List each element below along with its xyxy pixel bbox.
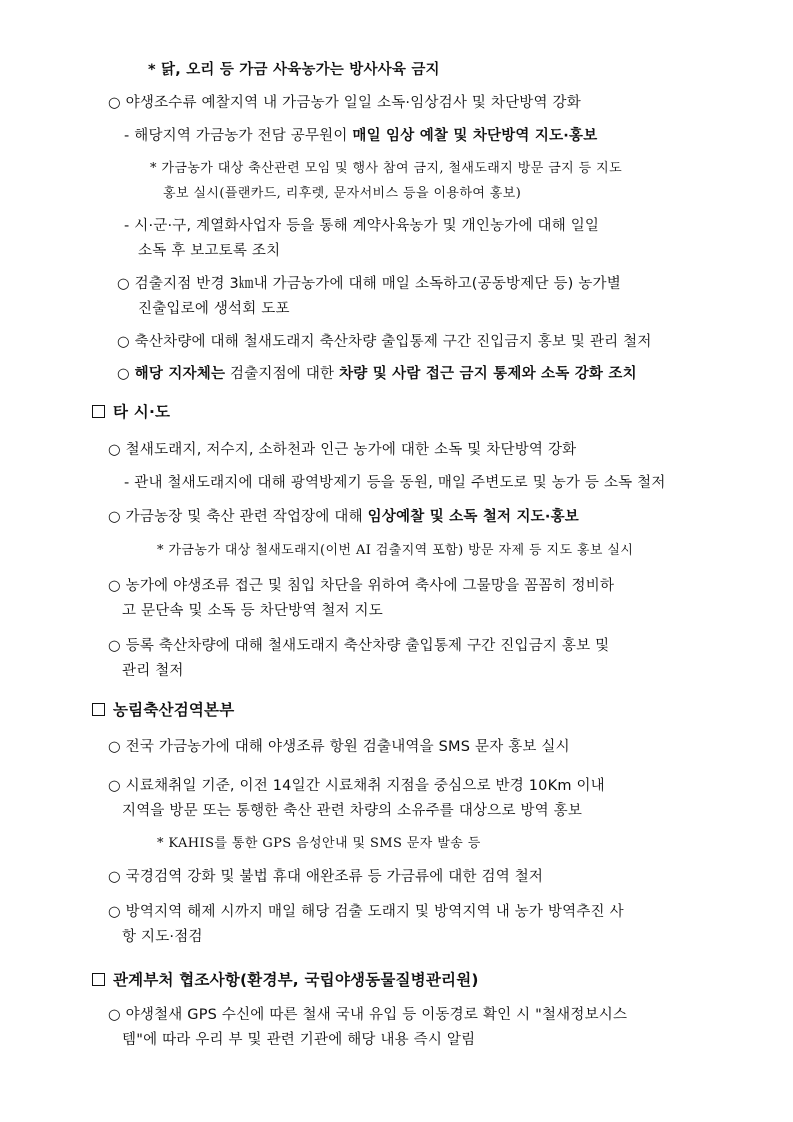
text-line <box>108 507 579 527</box>
text-run: * 닭, 오리 등 가금 사육농가는 방사사육 금지 <box>148 62 440 78</box>
text-run: ○ 축산차량에 대해 철새도래지 축산차량 출입통제 구간 진입금지 홍보 및 관리 철저 <box>117 334 652 350</box>
text-line <box>122 1030 475 1050</box>
text-line <box>124 126 597 146</box>
text-run: 타 시·도 <box>113 403 171 421</box>
text-line <box>108 1005 627 1025</box>
text-run: * KAHIS를 통한 GPS 음성안내 및 SMS 문자 발송 등 <box>157 836 481 851</box>
text-line <box>157 834 481 854</box>
checkbox-square-icon <box>92 703 105 716</box>
text-run: ○ 야생조수류 예찰지역 내 가금농가 일일 소독·임상검사 및 차단방역 강화 <box>108 95 581 111</box>
text-run: * 가금농가 대상 축산관련 모임 및 행사 참여 금지, 철새도래지 방문 금지 등 지도 <box>150 161 623 176</box>
section-heading <box>92 402 170 422</box>
text-run: 해당 지자체는 <box>134 366 226 382</box>
text-line <box>138 241 280 261</box>
text-line <box>157 541 633 561</box>
text-run: 검출지점에 대한 <box>225 366 340 382</box>
checkbox-square-icon <box>92 973 105 986</box>
text-line <box>108 576 614 596</box>
text-run: 항 지도·점검 <box>122 929 203 945</box>
text-run: ○ 등록 축산차량에 대해 철새도래지 축산차량 출입통제 구간 진입금지 홍보 및 <box>108 638 610 654</box>
text-run: ○ <box>117 366 135 382</box>
text-run: 홍보 실시(플랜카드, 리후렛, 문자서비스 등을 이용하여 홍보) <box>163 186 522 201</box>
text-run: ○ 철새도래지, 저수지, 소하천과 인근 농가에 대한 소독 및 차단방역 강화 <box>108 442 577 458</box>
text-line <box>150 159 622 179</box>
text-run: 관리 철저 <box>122 663 184 679</box>
text-run: ○ 시료채취일 기준, 이전 14일간 시료채취 지점을 중심으로 반경 10Km 이내 <box>108 778 605 794</box>
text-line <box>148 60 440 80</box>
text-run: 관계부처 협조사항(환경부, 국립야생동물질병관리원) <box>113 971 479 989</box>
text-line <box>124 473 666 493</box>
text-run: 소독 후 보고토록 조치 <box>138 243 281 259</box>
text-line <box>117 274 621 294</box>
text-line <box>163 184 521 204</box>
text-line <box>122 801 582 821</box>
text-run: 매일 임상 예찰 및 차단방역 지도·홍보 <box>352 128 598 144</box>
text-run: - 해당지역 가금농가 전담 공무원이 <box>124 128 353 144</box>
text-run: 진출입로에 생석회 도포 <box>138 301 290 317</box>
text-run: ○ 가금농장 및 축산 관련 작업장에 대해 <box>108 509 368 525</box>
text-run: 고 문단속 및 소독 등 차단방역 철저 지도 <box>122 603 383 619</box>
text-run: 차량 및 사람 접근 금지 통제와 소독 강화 조치 <box>339 366 637 382</box>
text-run: ○ 야생철새 GPS 수신에 따른 철새 국내 유입 등 이동경로 확인 시 "철새정보시스 <box>108 1007 628 1023</box>
text-run: ○ 방역지역 해제 시까지 매일 해당 검출 도래지 및 방역지역 내 농가 방역추진 사 <box>108 904 624 920</box>
text-line <box>108 776 605 796</box>
text-run: ○ 국경검역 강화 및 불법 휴대 애완조류 등 가금류에 대한 검역 철저 <box>108 869 544 885</box>
checkbox-square-icon <box>92 405 105 418</box>
text-line <box>108 440 576 460</box>
text-run: 지역을 방문 또는 통행한 축산 관련 차량의 소유주를 대상으로 방역 홍보 <box>122 803 583 819</box>
text-line <box>108 636 609 656</box>
text-run: 템"에 따라 우리 부 및 관련 기관에 해당 내용 즉시 알림 <box>122 1032 476 1048</box>
text-line <box>122 927 203 947</box>
text-run: 농림축산검역본부 <box>113 701 235 719</box>
text-line <box>124 216 599 236</box>
text-line <box>108 902 624 922</box>
text-line <box>122 601 383 621</box>
text-line <box>108 737 570 757</box>
section-heading <box>92 700 234 720</box>
text-run: - 시·군·구, 계열화사업자 등을 통해 계약사육농가 및 개인농가에 대해 일일 <box>124 218 600 234</box>
section-heading <box>92 970 479 990</box>
text-run: - 관내 철새도래지에 대해 광역방제기 등을 동원, 매일 주변도로 및 농가 등 소독 철저 <box>124 475 666 491</box>
text-run: ○ 검출지점 반경 3㎞내 가금농가에 대해 매일 소독하고(공동방제단 등) 농가별 <box>117 276 621 292</box>
text-line <box>122 661 184 681</box>
text-run: ○ 농가에 야생조류 접근 및 침입 차단을 위하여 축사에 그물망을 꼼꼼히 정비하 <box>108 578 615 594</box>
text-line <box>108 93 581 113</box>
text-run: * 가금농가 대상 철새도래지(이번 AI 검출지역 포함) 방문 자제 등 지도 홍보 실시 <box>157 543 634 558</box>
text-run: ○ 전국 가금농가에 대해 야생조류 항원 검출내역을 SMS 문자 홍보 실시 <box>108 739 570 755</box>
text-line <box>138 299 290 319</box>
text-line <box>117 332 652 352</box>
text-line <box>117 364 637 384</box>
text-run: 임상예찰 및 소독 철저 지도·홍보 <box>367 509 580 525</box>
text-line <box>108 867 543 887</box>
